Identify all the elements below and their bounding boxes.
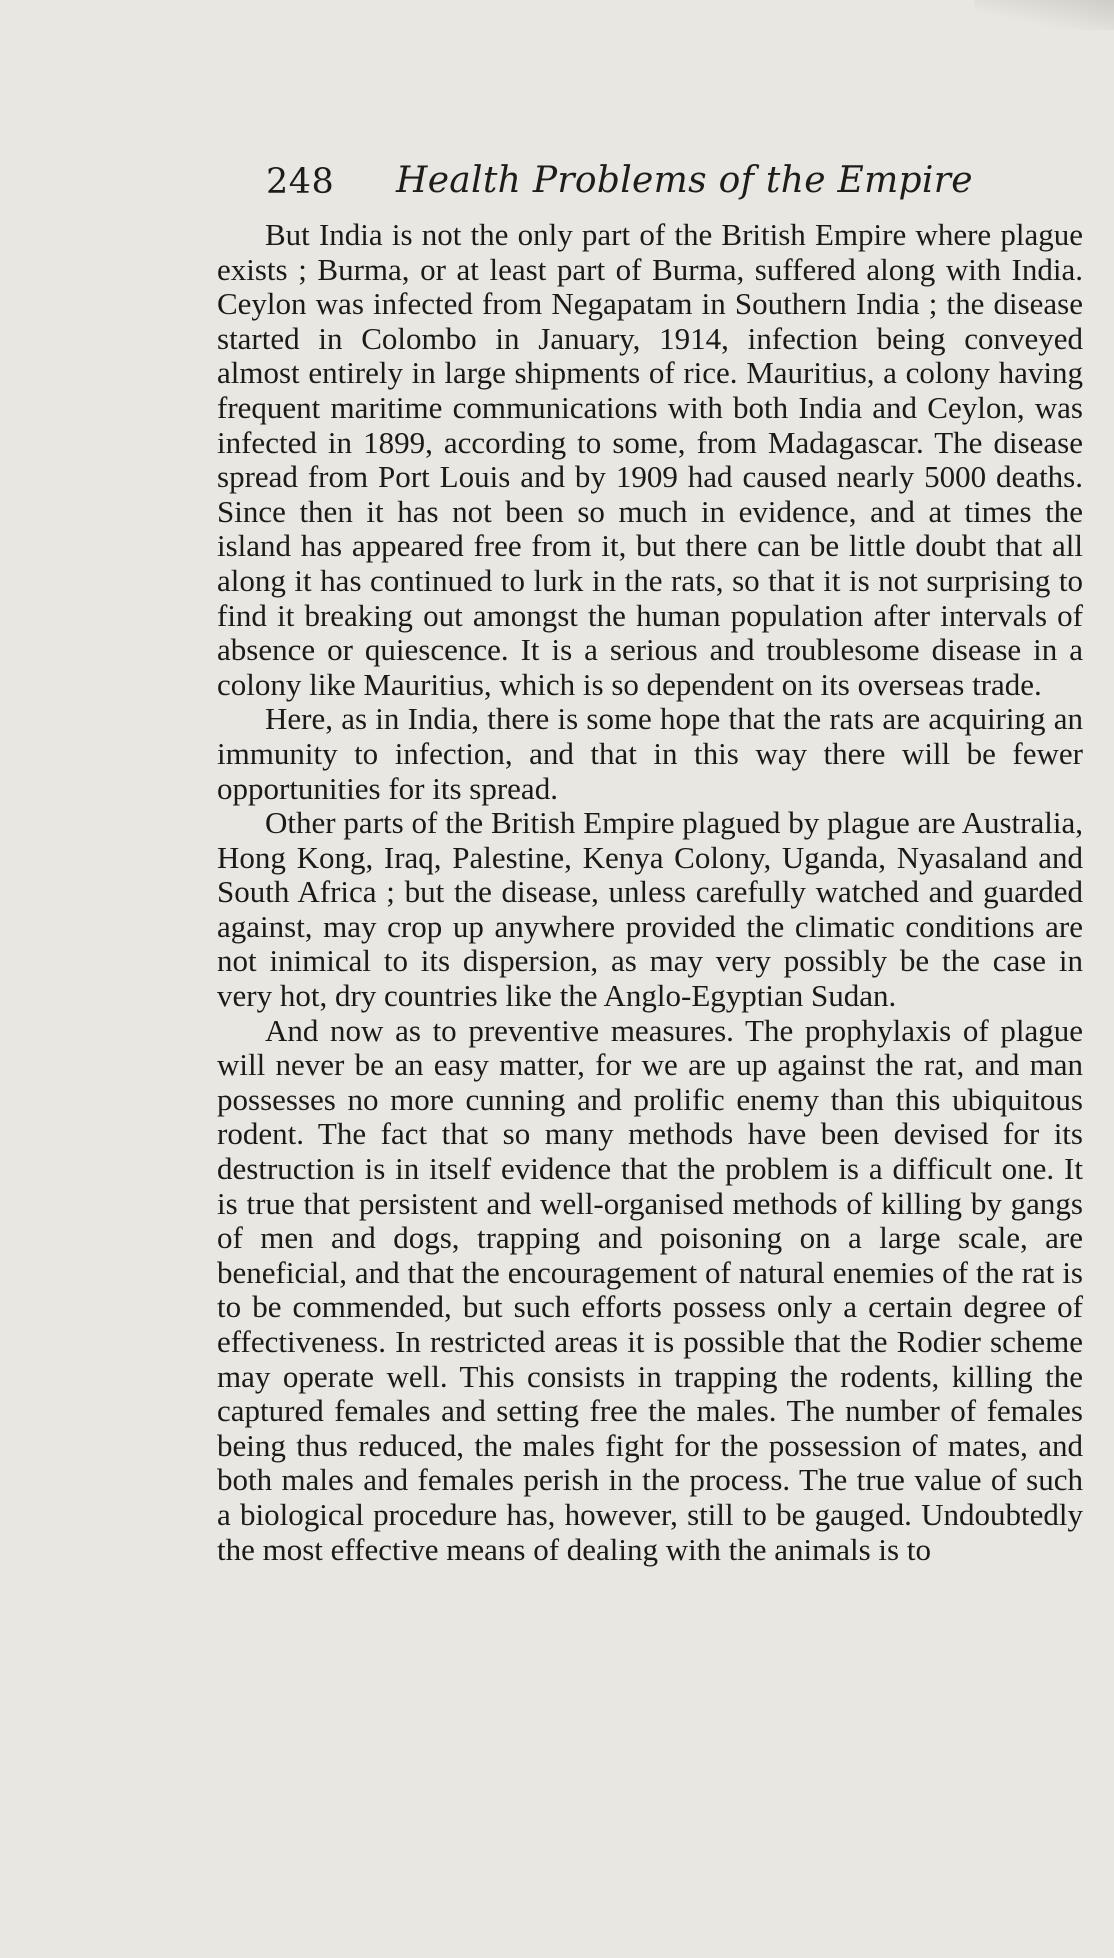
paragraph-rat-immunity: Here, as in India, there is some hope that the rats are acquiring an immunity to infection, and that in this way there will be fewer opportunities for its spread. (217, 701, 1083, 806)
page-number: 248 (266, 162, 335, 202)
paragraph-other-parts: Other parts of the British Empire plagued by plague are Australia, Hong Kong, Iraq, Palestine, Kenya Colony, Uganda, Nyasaland and South Africa ; but the disease, unless carefully watched and guarded against, may crop up anywhere provided the climatic conditions are not inimical to its dispersion, as may very possibly be the case in very hot, dry countries like the Anglo-Egyptian Sudan. (217, 805, 1083, 1014)
page-header (266, 160, 973, 210)
running-title: Health Problems of the Empire (396, 160, 973, 201)
body-text (217, 218, 1083, 1567)
paragraph-preventive-measures: And now as to preventive measures. The prophylaxis of plague will never be an easy matter, for we are up against the rat, and man possesses no more cunning and prolific enemy than this ubiquitous rodent. The fact that so many methods have been devised for its destruction is in itself evidence that the problem is a difficult one. It is true that persistent and well-organised methods of killing by gangs of men and dogs, trapping and poisoning on a large scale, are beneficial, and that the encouragement of natural enemies of the rat is to be commended, but such efforts possess only a certain degree of effectiveness. In restricted areas it is possible that the Rodier scheme may operate well. This consists in trapping the rodents, killing the captured females and setting free the males. The number of females being thus reduced, the males fight for the possession of mates, and both males and females perish in the process. The true value of such a biological procedure has, however, still to be gauged. Undoubtedly the most effective means of dealing with the animals is to (217, 1012, 1083, 1567)
paragraph-plague-regions: But India is not the only part of the British Empire where plague exists ; Burma, or at least part of Burma, suffered along with India. Ceylon was infected from Negapatam in Southern India ; the disease started in Colombo in January, 1914, infection being conveyed almost entirely in large shipments of rice. Mauritius, a colony having frequent maritime communications with both India and Ceylon, was infected in 1899, according to some, from Madagascar. The disease spread from Port Louis and by 1909 had caused nearly 5000 deaths. Since then it has not been so much in evidence, and at times the island has appeared free from it, but there can be little doubt that all along it has continued to lurk in the rats, so that it is not surprising to find it breaking out amongst the human population after intervals of absence or quiescence. It is a serious and troublesome disease in a colony like Mauritius, which is so dependent on its overseas trade. (217, 217, 1083, 702)
page-corner-shadow (974, 0, 1114, 30)
